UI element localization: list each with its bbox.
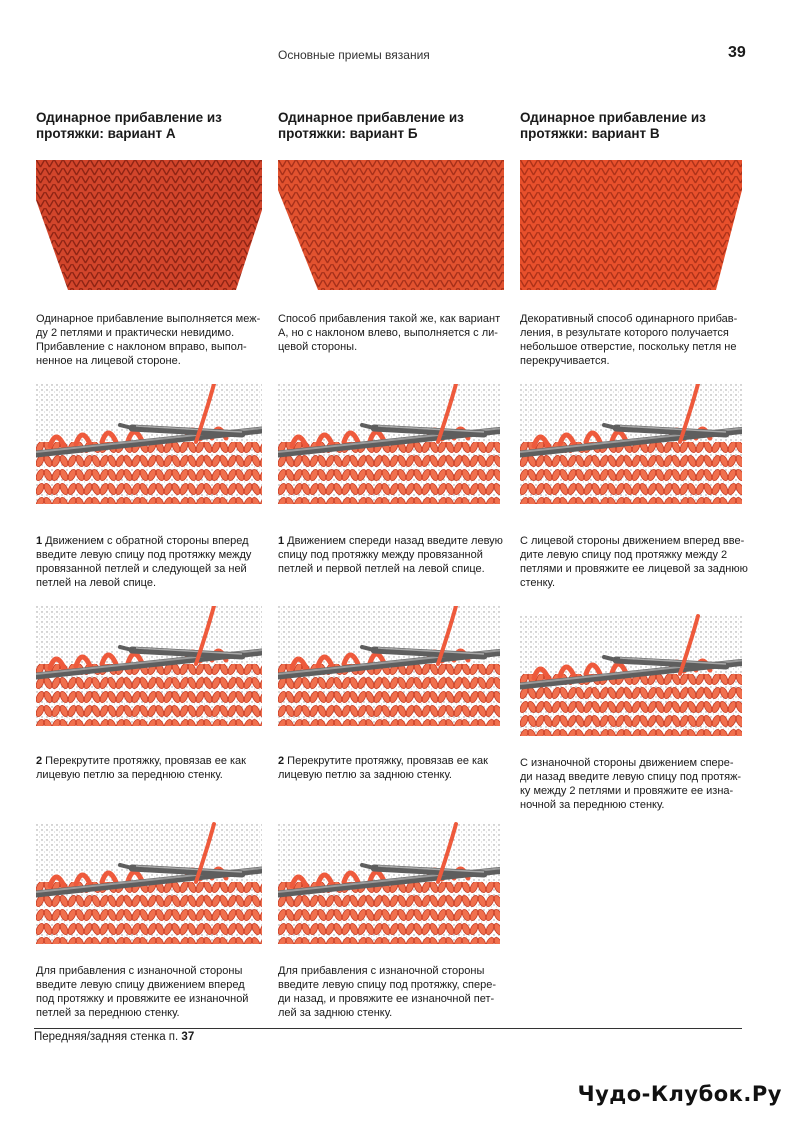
step-caption-b2 xyxy=(278,754,508,782)
step-caption-b1 xyxy=(278,534,508,576)
column-b-title-line1: Одинарное прибавление из xyxy=(278,110,464,125)
cross-reference-page: 37 xyxy=(181,1031,195,1043)
swatch-caption-a: Одинарное прибавление выполняется меж- ду 2 петлями и практически невидимо. Прибавление с наклоном вправо, выпол- ненное на лицевой стороне. xyxy=(36,313,261,367)
swatch-photo-b xyxy=(278,160,504,290)
step-illustration-c1 xyxy=(520,384,742,504)
swatch-photo-a xyxy=(36,160,262,290)
column-a-title xyxy=(36,110,266,142)
swatch-caption-b: Способ прибавления такой же, как вариант А, но с наклоном влево, выполняется с ли- цевой стороны. xyxy=(278,313,501,353)
column-c-title xyxy=(520,110,750,142)
step-illustration-b2 xyxy=(278,606,500,726)
running-header: Основные приемы вязания xyxy=(278,48,430,62)
swatch-caption-c: Декоративный способ одинарного прибав- ления, в результате которого получается небольшое отверстие, поскольку петля не перекручивается. xyxy=(520,313,738,367)
step-number: 1 xyxy=(36,535,43,547)
step-text: Движением с обратной стороны вперед введите левую спицу под протяжку между провязанной петлей и следующей за ней петлей на левой спице. xyxy=(36,535,252,589)
step-text: С лицевой стороны движением вперед вве- дите левую спицу под протяжку между 2 петлями и провяжите ее лицевой за заднюю стенку. xyxy=(520,535,748,589)
column-a-title-line2: протяжки: вариант А xyxy=(36,126,176,141)
column-c-title-line2: протяжки: вариант В xyxy=(520,126,660,141)
column-b-title-line2: протяжки: вариант Б xyxy=(278,126,418,141)
page-number: 39 xyxy=(728,44,746,61)
step-number: 1 xyxy=(278,535,285,547)
step-illustration-a2 xyxy=(36,606,262,726)
column-c-title-line1: Одинарное прибавление из xyxy=(520,110,706,125)
step-illustration-a3 xyxy=(36,818,262,950)
step-text: Движением спереди назад введите левую спицу под протяжку между провязанной петлей и первой петлей на левой спице. xyxy=(278,535,503,575)
step-caption-a3 xyxy=(36,964,266,1020)
step-illustration-b3 xyxy=(278,818,500,950)
step-caption-c1 xyxy=(520,534,750,590)
step-caption-a1 xyxy=(36,534,266,590)
cross-reference-text: Передняя/задняя стенка п. xyxy=(34,1031,182,1043)
step-illustration-a1 xyxy=(36,384,262,504)
site-watermark: Чудо-Клубок.Ру xyxy=(577,1082,782,1106)
step-caption-a2 xyxy=(36,754,266,782)
step-text: Перекрутите протяжку, провязав ее как лицевую петлю за заднюю стенку. xyxy=(278,755,488,781)
step-illustration-b1 xyxy=(278,384,500,504)
step-number: 2 xyxy=(36,755,43,767)
step-caption-c2 xyxy=(520,756,750,812)
step-text: Для прибавления с изнаночной стороны введите левую спицу под протяжку, спере- ди назад, и провяжите ее изнаночной пет- лей за заднюю стенку. xyxy=(278,965,497,1019)
swatch-photo-c xyxy=(520,160,742,290)
step-caption-b3 xyxy=(278,964,508,1020)
column-a-title-line1: Одинарное прибавление из xyxy=(36,110,222,125)
step-text: Для прибавления с изнаночной стороны введите левую спицу движением вперед под протяжку и провяжите ее изнаночной петлей за переднюю стенку. xyxy=(36,965,249,1019)
column-b-title xyxy=(278,110,508,142)
step-text: С изнаночной стороны движением спере- ди назад введите левую спицу под протяж- ку между 2 петлями и провяжите ее изна- ночной за переднюю стенку. xyxy=(520,757,742,811)
step-text: Перекрутите протяжку, провязав ее как лицевую петлю за переднюю стенку. xyxy=(36,755,246,781)
cross-reference xyxy=(34,1031,194,1043)
footer-rule xyxy=(34,1028,742,1029)
step-number: 2 xyxy=(278,755,285,767)
step-illustration-c2 xyxy=(520,606,742,744)
